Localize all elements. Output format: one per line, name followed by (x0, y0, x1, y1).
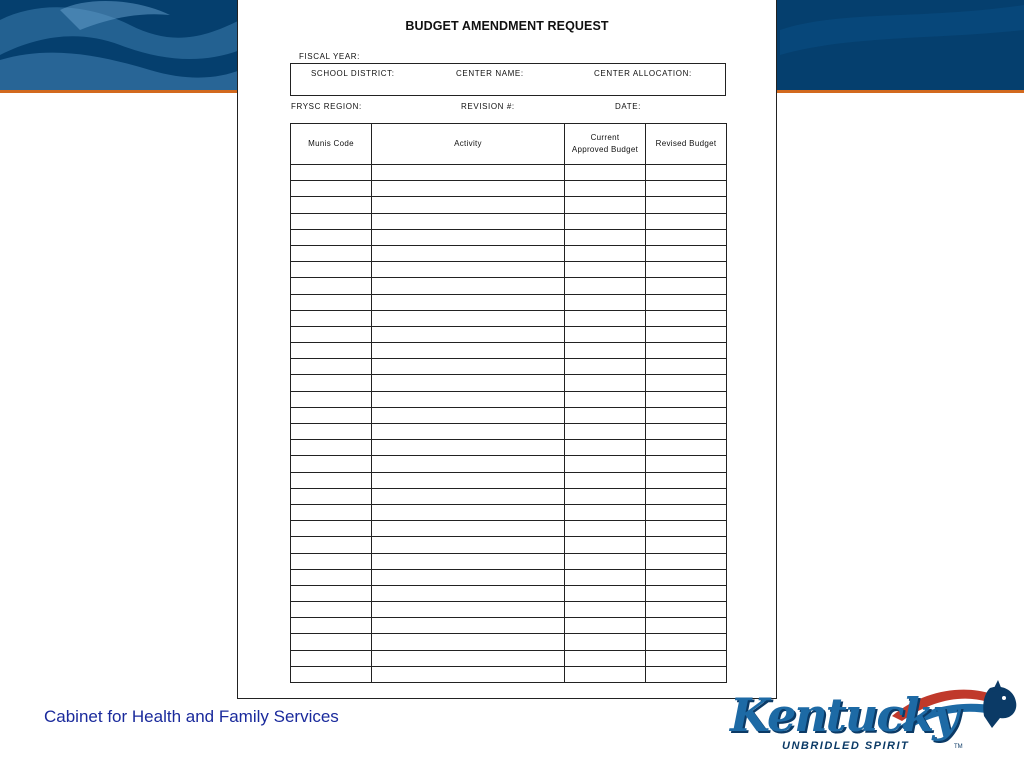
table-row (291, 440, 727, 456)
table-row (291, 181, 727, 197)
munis-code-cell (291, 456, 372, 472)
munis-code-cell (291, 440, 372, 456)
activity-cell (372, 456, 565, 472)
table-row (291, 618, 727, 634)
current-budget-cell (565, 310, 646, 326)
form-title: BUDGET AMENDMENT REQUEST (405, 19, 609, 33)
current-budget-cell (565, 213, 646, 229)
activity-cell (372, 504, 565, 520)
col-current-approved-budget (565, 124, 646, 165)
revised-budget-cell (646, 375, 727, 391)
activity-cell (372, 553, 565, 569)
center-name-label: CENTER NAME: (456, 69, 524, 78)
activity-cell (372, 391, 565, 407)
current-budget-cell (565, 375, 646, 391)
munis-code-cell (291, 650, 372, 666)
munis-code-cell (291, 245, 372, 261)
revised-budget-cell (646, 553, 727, 569)
current-budget-cell (565, 537, 646, 553)
current-budget-cell (565, 343, 646, 359)
current-budget-cell (565, 585, 646, 601)
current-budget-cell (565, 391, 646, 407)
table-row (291, 488, 727, 504)
munis-code-cell (291, 197, 372, 213)
table-row (291, 650, 727, 666)
activity-cell (372, 294, 565, 310)
revised-budget-cell (646, 310, 727, 326)
munis-code-cell (291, 585, 372, 601)
munis-code-cell (291, 602, 372, 618)
activity-cell (372, 569, 565, 585)
revised-budget-cell (646, 440, 727, 456)
table-row (291, 375, 727, 391)
table-row (291, 343, 727, 359)
current-budget-cell (565, 245, 646, 261)
current-budget-cell (565, 569, 646, 585)
munis-code-cell (291, 618, 372, 634)
munis-code-cell (291, 213, 372, 229)
table-row (291, 213, 727, 229)
activity-cell (372, 602, 565, 618)
activity-cell (372, 424, 565, 440)
activity-cell (372, 666, 565, 682)
revision-label: REVISION #: (461, 102, 515, 111)
current-budget-cell (565, 488, 646, 504)
col-activity: Activity (372, 124, 565, 165)
revised-budget-cell (646, 359, 727, 375)
revised-budget-cell (646, 569, 727, 585)
table-row (291, 359, 727, 375)
revised-budget-cell (646, 488, 727, 504)
revised-budget-cell (646, 343, 727, 359)
revised-budget-cell (646, 165, 727, 181)
table-row (291, 472, 727, 488)
munis-code-cell (291, 343, 372, 359)
munis-code-cell (291, 229, 372, 245)
activity-cell (372, 165, 565, 181)
munis-code-cell (291, 375, 372, 391)
table-row (291, 521, 727, 537)
activity-cell (372, 278, 565, 294)
revised-budget-cell (646, 650, 727, 666)
table-header-row (291, 124, 727, 165)
revised-budget-cell (646, 391, 727, 407)
current-budget-cell (565, 197, 646, 213)
revised-budget-cell (646, 181, 727, 197)
table-row (291, 585, 727, 601)
table-row (291, 424, 727, 440)
table-row (291, 165, 727, 181)
current-budget-cell (565, 440, 646, 456)
table-row (291, 197, 727, 213)
school-district-label: SCHOOL DISTRICT: (311, 69, 395, 78)
current-budget-cell (565, 165, 646, 181)
munis-code-cell (291, 294, 372, 310)
munis-code-cell (291, 521, 372, 537)
activity-cell (372, 650, 565, 666)
revised-budget-cell (646, 666, 727, 682)
activity-cell (372, 585, 565, 601)
organization-name: Cabinet for Health and Family Services (44, 707, 339, 726)
current-budget-cell (565, 326, 646, 342)
revised-budget-cell (646, 521, 727, 537)
center-allocation-label: CENTER ALLOCATION: (594, 69, 692, 78)
table-row (291, 456, 727, 472)
munis-code-cell (291, 504, 372, 520)
current-budget-cell (565, 407, 646, 423)
table-row (291, 245, 727, 261)
revised-budget-cell (646, 634, 727, 650)
current-budget-cell (565, 181, 646, 197)
revised-budget-cell (646, 504, 727, 520)
col-munis-code: Munis Code (291, 124, 372, 165)
revised-budget-cell (646, 407, 727, 423)
table-row (291, 229, 727, 245)
revised-budget-cell (646, 278, 727, 294)
munis-code-cell (291, 569, 372, 585)
revised-budget-cell (646, 197, 727, 213)
revised-budget-cell (646, 456, 727, 472)
current-budget-cell (565, 229, 646, 245)
logo-tagline: UNBRIDLED SPIRIT (782, 740, 910, 752)
current-budget-cell (565, 553, 646, 569)
activity-cell (372, 213, 565, 229)
current-budget-cell (565, 666, 646, 682)
table-row (291, 310, 727, 326)
activity-cell (372, 262, 565, 278)
revised-budget-cell (646, 229, 727, 245)
revised-budget-cell (646, 424, 727, 440)
activity-cell (372, 521, 565, 537)
date-label: DATE: (615, 102, 641, 111)
table-body (291, 165, 727, 683)
logo-wordmark: Kentucky (730, 688, 957, 742)
munis-code-cell (291, 326, 372, 342)
activity-cell (372, 634, 565, 650)
revised-budget-cell (646, 326, 727, 342)
activity-cell (372, 181, 565, 197)
current-budget-cell (565, 278, 646, 294)
activity-cell (372, 472, 565, 488)
munis-code-cell (291, 634, 372, 650)
kentucky-logo (722, 676, 1018, 762)
activity-cell (372, 343, 565, 359)
current-budget-cell (565, 521, 646, 537)
activity-cell (372, 618, 565, 634)
munis-code-cell (291, 181, 372, 197)
current-budget-cell (565, 262, 646, 278)
munis-code-cell (291, 424, 372, 440)
activity-cell (372, 537, 565, 553)
revised-budget-cell (646, 472, 727, 488)
current-budget-cell (565, 359, 646, 375)
table-row (291, 262, 727, 278)
activity-cell (372, 359, 565, 375)
col-current-line2: Approved Budget (571, 145, 639, 154)
table-row (291, 634, 727, 650)
current-budget-cell (565, 650, 646, 666)
munis-code-cell (291, 391, 372, 407)
munis-code-cell (291, 278, 372, 294)
table-row (291, 504, 727, 520)
table-row (291, 326, 727, 342)
activity-cell (372, 310, 565, 326)
fiscal-year-label: FISCAL YEAR: (299, 52, 360, 61)
current-budget-cell (565, 504, 646, 520)
table-row (291, 602, 727, 618)
revised-budget-cell (646, 537, 727, 553)
activity-cell (372, 375, 565, 391)
munis-code-cell (291, 488, 372, 504)
current-budget-cell (565, 602, 646, 618)
revised-budget-cell (646, 602, 727, 618)
current-budget-cell (565, 294, 646, 310)
logo-trademark: TM (954, 744, 963, 750)
col-revised-budget: Revised Budget (646, 124, 727, 165)
munis-code-cell (291, 472, 372, 488)
revised-budget-cell (646, 585, 727, 601)
munis-code-cell (291, 537, 372, 553)
revised-budget-cell (646, 262, 727, 278)
current-budget-cell (565, 424, 646, 440)
revised-budget-cell (646, 213, 727, 229)
frysc-region-label: FRYSC REGION: (291, 102, 362, 111)
table-row (291, 407, 727, 423)
activity-cell (372, 197, 565, 213)
table-row (291, 278, 727, 294)
activity-cell (372, 407, 565, 423)
current-budget-cell (565, 456, 646, 472)
table-row (291, 537, 727, 553)
table-row (291, 391, 727, 407)
budget-amendment-form (237, 0, 777, 699)
table-row (291, 569, 727, 585)
budget-table (290, 123, 727, 683)
activity-cell (372, 440, 565, 456)
revised-budget-cell (646, 618, 727, 634)
table-row (291, 294, 727, 310)
activity-cell (372, 245, 565, 261)
col-current-line1: Current (590, 133, 620, 142)
table-row (291, 666, 727, 682)
munis-code-cell (291, 165, 372, 181)
revised-budget-cell (646, 245, 727, 261)
school-info-box (290, 63, 726, 96)
activity-cell (372, 229, 565, 245)
munis-code-cell (291, 359, 372, 375)
activity-cell (372, 326, 565, 342)
revised-budget-cell (646, 294, 727, 310)
activity-cell (372, 488, 565, 504)
current-budget-cell (565, 618, 646, 634)
munis-code-cell (291, 553, 372, 569)
munis-code-cell (291, 262, 372, 278)
current-budget-cell (565, 634, 646, 650)
current-budget-cell (565, 472, 646, 488)
munis-code-cell (291, 666, 372, 682)
table-row (291, 553, 727, 569)
munis-code-cell (291, 407, 372, 423)
munis-code-cell (291, 310, 372, 326)
